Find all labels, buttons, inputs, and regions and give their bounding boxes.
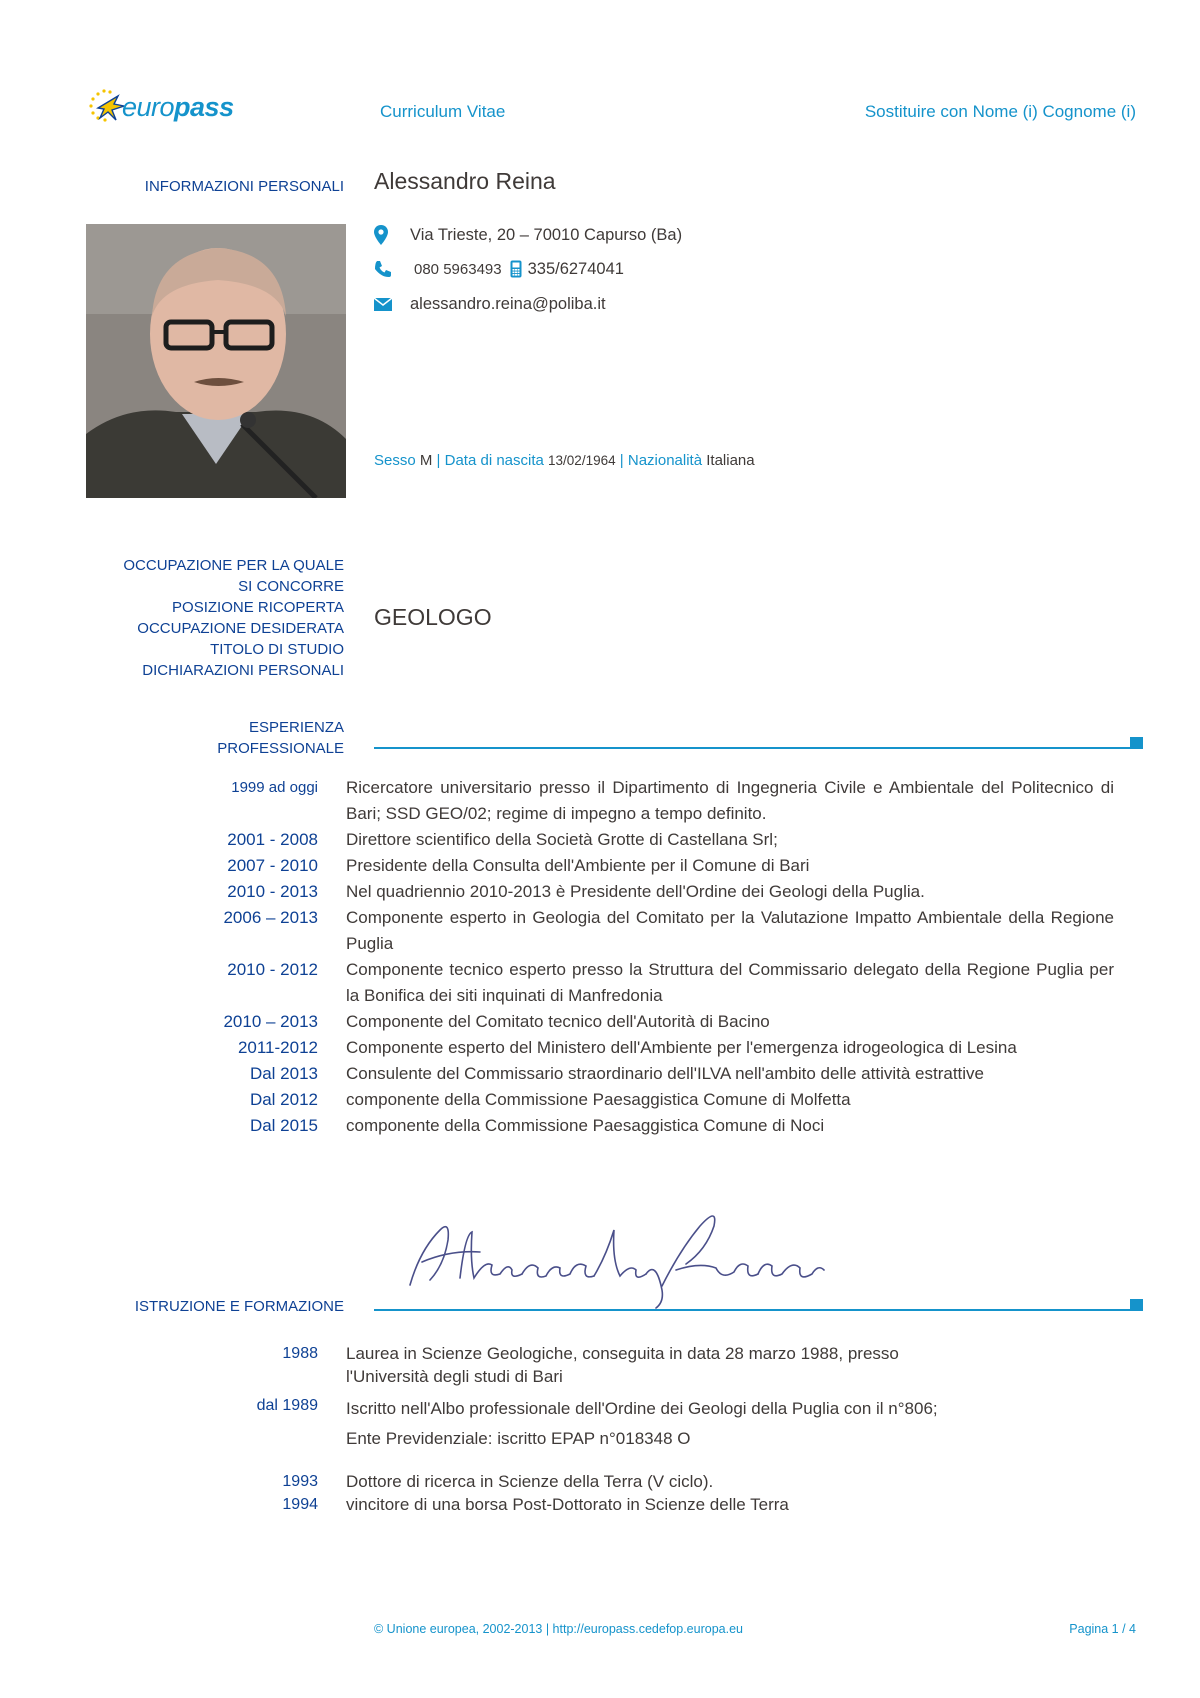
- experience-date: 2010 – 2013: [223, 1012, 318, 1031]
- experience-item: [0, 1061, 1146, 1087]
- map-pin-icon: [374, 225, 388, 245]
- experience-date: 2001 - 2008: [227, 830, 318, 849]
- profile-photo-illustration: [86, 224, 346, 498]
- experience-text: Presidente della Consulta dell'Ambiente per il Comune di Bari: [346, 856, 810, 875]
- experience-item: [0, 957, 1146, 1009]
- education-item: [0, 1342, 1146, 1388]
- education-list: [0, 1342, 1146, 1516]
- experience-date: 1999 ad oggi: [231, 779, 318, 796]
- education-text: Laurea in Scienze Geologiche, conseguita in data 28 marzo 1988, presso l'Università degli studi di Bari: [346, 1344, 899, 1386]
- experience-item: [0, 775, 1146, 827]
- experience-date: 2011-2012: [237, 1038, 318, 1057]
- section-divider: [374, 747, 1130, 749]
- occupation-label: SI CONCORRE: [238, 578, 344, 595]
- experience-date: Dal 2015: [249, 1116, 318, 1135]
- address-row: [374, 223, 682, 247]
- logo-text-pass: pass: [174, 92, 234, 122]
- occupation-label: POSIZIONE RICOPERTA: [172, 599, 344, 616]
- address-text: Via Trieste, 20 – 70010 Capurso (Ba): [410, 225, 683, 244]
- experience-section-label: [60, 717, 344, 759]
- education-item: [0, 1470, 1146, 1493]
- experience-text: Direttore scientifico della Società Grotte di Castellana Srl;: [346, 830, 778, 849]
- experience-date: Dal 2013: [249, 1064, 318, 1083]
- experience-item: [0, 1035, 1146, 1061]
- experience-text: Componente del Comitato tecnico dell'Autorità di Bacino: [346, 1012, 770, 1031]
- sex-label: Sesso: [374, 452, 416, 469]
- experience-date: Dal 2012: [249, 1090, 318, 1109]
- occupation-label: DICHIARAZIONI PERSONALI: [142, 662, 344, 679]
- sex-value: M: [419, 452, 433, 469]
- section-marker: [1130, 1299, 1143, 1311]
- envelope-icon: [374, 298, 392, 311]
- experience-list: [0, 775, 1146, 1139]
- profile-photo: [86, 224, 346, 498]
- education-item: [0, 1493, 1146, 1516]
- experience-item: [0, 1009, 1146, 1035]
- birth-date-label: Data di nascita: [444, 452, 544, 469]
- mobile-number: 335/6274041: [527, 259, 624, 278]
- experience-date: 2010 - 2012: [227, 960, 318, 979]
- education-section-label: ISTRUZIONE E FORMAZIONE: [134, 1298, 344, 1315]
- phone-icon: [374, 260, 392, 278]
- occupation-value: GEOLOGO: [374, 604, 492, 630]
- nationality-label: Nazionalità: [627, 452, 703, 469]
- logo-text-euro: euro: [122, 92, 175, 122]
- occupation-label: OCCUPAZIONE PER LA QUALE: [123, 557, 344, 574]
- birth-date-value: 13/02/1964: [548, 453, 616, 468]
- experience-text: componente della Commissione Paesaggistica Comune di Molfetta: [346, 1090, 851, 1109]
- occupation-labels: [60, 555, 344, 681]
- nationality-value: Italiana: [706, 452, 755, 469]
- name-placeholder: Sostituire con Nome (i) Cognome (i): [864, 102, 1136, 121]
- experience-date: 2007 - 2010: [227, 856, 318, 875]
- experience-label-line: ESPERIENZA: [248, 719, 344, 736]
- experience-item: [0, 1113, 1146, 1139]
- education-item: [0, 1394, 1146, 1454]
- occupation-label: OCCUPAZIONE DESIDERATA: [137, 620, 344, 637]
- occupation-label: TITOLO DI STUDIO: [210, 641, 344, 658]
- section-divider: [374, 1309, 1130, 1311]
- education-date: 1988: [282, 1345, 318, 1362]
- experience-text: Componente tecnico esperto presso la Struttura del Commissario delegato della Regione Puglia per la Bonifica dei siti inquinati di Manfredonia: [346, 960, 1114, 1005]
- email-address[interactable]: alessandro.reina@poliba.it: [410, 294, 606, 313]
- experience-item: [0, 905, 1146, 957]
- section-marker: [1130, 737, 1143, 749]
- education-date: 1994: [282, 1496, 318, 1513]
- experience-text: componente della Commissione Paesaggistica Comune di Noci: [346, 1116, 825, 1135]
- phone-number: 080 5963493: [414, 260, 502, 278]
- education-date: dal 1989: [256, 1397, 318, 1414]
- experience-item: [0, 879, 1146, 905]
- page-number: Pagina 1 / 4: [1069, 1622, 1136, 1636]
- experience-text: Componente esperto del Ministero dell'Ambiente per l'emergenza idrogeologica di Lesina: [346, 1038, 1017, 1057]
- education-text: vincitore di una borsa Post-Dottorato in Scienze delle Terra: [346, 1495, 789, 1514]
- phone-row: [374, 257, 624, 281]
- document-title: Curriculum Vitae: [380, 102, 506, 121]
- europass-logo: [84, 88, 254, 128]
- person-name: Alessandro Reina: [374, 168, 556, 194]
- personal-info-label: INFORMAZIONI PERSONALI: [144, 178, 344, 195]
- experience-date: 2006 – 2013: [223, 908, 318, 927]
- mobile-phone-icon: [510, 260, 522, 278]
- experience-text: Consulente del Commissario straordinario dell'ILVA nell'ambito delle attività estrattive: [346, 1064, 984, 1083]
- experience-label-line: PROFESSIONALE: [217, 740, 344, 757]
- education-date: 1993: [282, 1473, 318, 1490]
- experience-date: 2010 - 2013: [227, 882, 318, 901]
- experience-text: Componente esperto in Geologia del Comitato per la Valutazione Impatto Ambientale della Regione Puglia: [346, 908, 1114, 953]
- experience-item: [0, 1087, 1146, 1113]
- handwritten-signature: [400, 1190, 840, 1310]
- experience-item: [0, 827, 1146, 853]
- footer-copyright: © Unione europea, 2002-2013 | http://europass.cedefop.europa.eu: [374, 1622, 743, 1636]
- separator: |: [619, 452, 624, 469]
- separator: |: [436, 452, 441, 469]
- education-text: Iscritto nell'Albo professionale dell'Ordine dei Geologi della Puglia con il n°806; Ente Previdenziale: iscritto EPAP n°018348 O: [346, 1399, 938, 1448]
- email-row: [374, 292, 606, 316]
- experience-text: Nel quadriennio 2010-2013 è Presidente dell'Ordine dei Geologi della Puglia.: [346, 882, 925, 901]
- personal-details: [374, 452, 755, 469]
- experience-item: [0, 853, 1146, 879]
- experience-text: Ricercatore universitario presso il Dipartimento di Ingegneria Civile e Ambientale del Politecnico di Bari; SSD GEO/02; regime di impegno a tempo definito.: [346, 778, 1114, 823]
- education-text: Dottore di ricerca in Scienze della Terra (V ciclo).: [346, 1472, 714, 1491]
